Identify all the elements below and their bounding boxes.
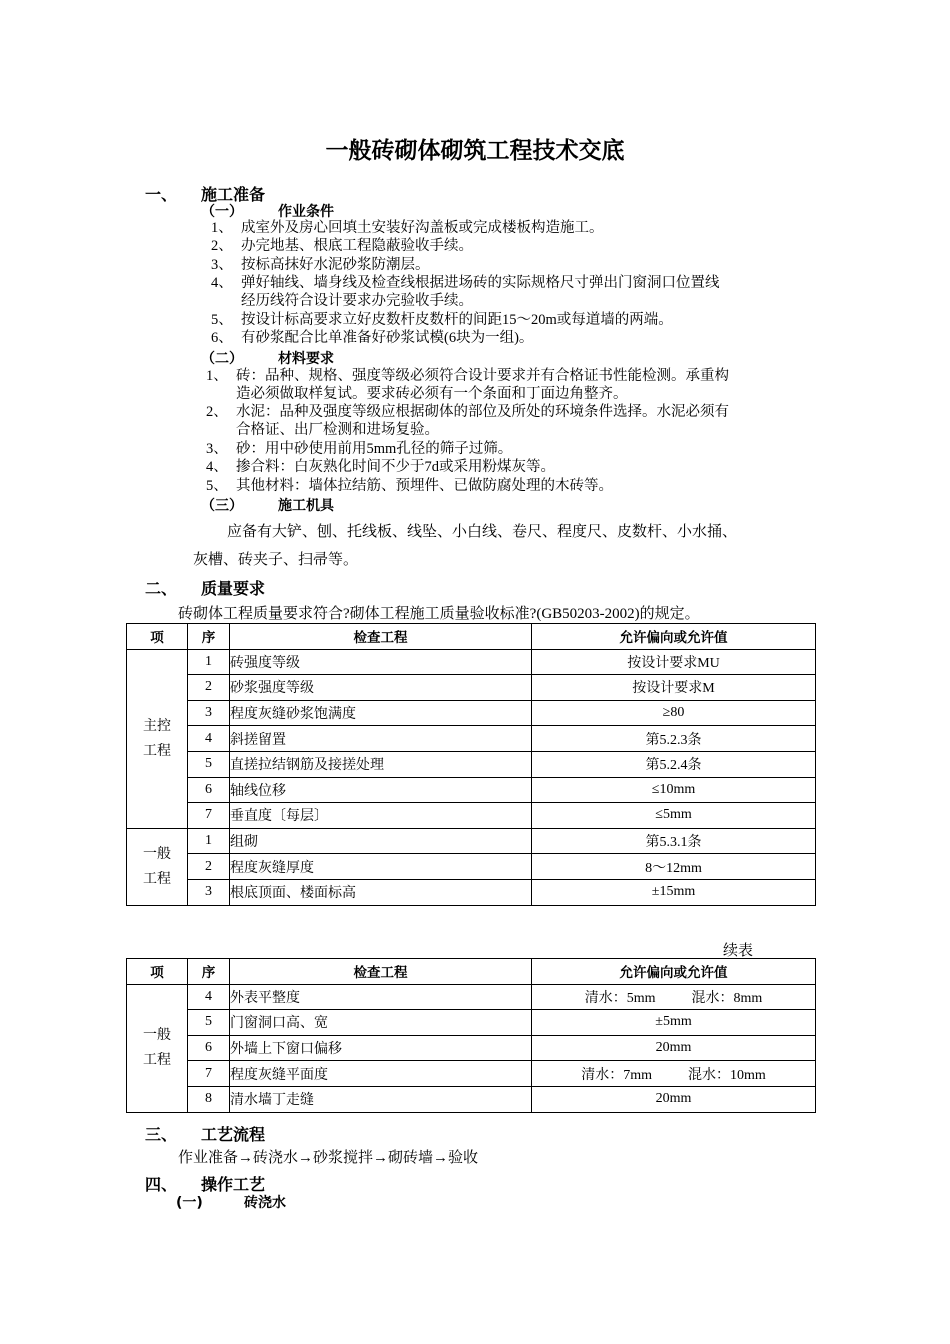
section-2-heading: 质量要求 bbox=[201, 579, 266, 598]
document-title: 一般砖砌体砌筑工程技术交底 bbox=[325, 138, 625, 164]
section-3-heading: 工艺流程 bbox=[201, 1125, 266, 1144]
table-row bbox=[127, 777, 816, 803]
row-seq: 7 bbox=[188, 1061, 230, 1087]
table-row bbox=[127, 879, 816, 905]
row-seq: 2 bbox=[188, 675, 230, 701]
work-item bbox=[211, 256, 430, 274]
continued-label: 续表 bbox=[723, 943, 754, 959]
subsection-1-1-heading: 作业条件 bbox=[278, 204, 334, 220]
header-category: 项 bbox=[127, 624, 188, 650]
header-check-item: 检查工程 bbox=[230, 959, 532, 985]
item-number: 2、 bbox=[211, 238, 233, 254]
row-value: 第5.3.1条 bbox=[532, 828, 816, 854]
section-4-number: 四、 bbox=[145, 1175, 178, 1194]
row-value: 第5.2.4条 bbox=[532, 751, 816, 777]
row-item: 程度灰缝砂浆饱满度 bbox=[230, 700, 532, 726]
row-seq: 5 bbox=[188, 1010, 230, 1036]
row-seq: 6 bbox=[188, 777, 230, 803]
table-row bbox=[127, 854, 816, 880]
item-text: 有砂浆配合比单准备好砂浆试模(6块为一组)。 bbox=[241, 330, 534, 346]
tools-text-continued: 灰槽、砖夹子、扫帚等。 bbox=[193, 552, 359, 568]
material-item bbox=[206, 477, 613, 495]
row-seq: 7 bbox=[188, 803, 230, 829]
table-row bbox=[127, 751, 816, 777]
row-item: 程度灰缝平面度 bbox=[230, 1061, 532, 1087]
work-item bbox=[211, 237, 473, 255]
table-row bbox=[127, 1061, 816, 1087]
row-seq: 6 bbox=[188, 1035, 230, 1061]
item-text: 成室外及房心回填土安装好沟盖板或完成楼板构造施工。 bbox=[241, 220, 604, 236]
subsection-1-3-heading: 施工机具 bbox=[278, 498, 334, 514]
row-item: 组砌 bbox=[230, 828, 532, 854]
table-header-row bbox=[127, 959, 816, 985]
row-seq: 5 bbox=[188, 751, 230, 777]
row-seq: 3 bbox=[188, 879, 230, 905]
item-number: 3、 bbox=[206, 441, 228, 457]
table-row bbox=[127, 700, 816, 726]
row-item: 砖强度等级 bbox=[230, 649, 532, 675]
item-number: 4、 bbox=[206, 459, 228, 475]
section-1-heading: 施工准备 bbox=[201, 185, 266, 204]
row-seq: 8 bbox=[188, 1086, 230, 1112]
section-1-number: 一、 bbox=[145, 185, 178, 204]
item-number: 1、 bbox=[206, 368, 228, 384]
row-value: 按设计要求M bbox=[532, 675, 816, 701]
work-item bbox=[211, 329, 533, 347]
item-text: 弹好轴线、墙身线及检查线根据进场砖的实际规格尺寸弹出门窗洞口位置线 bbox=[241, 275, 720, 291]
value-mixed-water: 混水：8mm bbox=[691, 990, 763, 1006]
subsection-4-1-heading: 砖浇水 bbox=[244, 1195, 286, 1211]
row-value: 20mm bbox=[532, 1086, 816, 1112]
row-value: 20mm bbox=[532, 1035, 816, 1061]
row-seq: 2 bbox=[188, 854, 230, 880]
row-value bbox=[532, 1061, 816, 1087]
item-text: 掺合料：白灰熟化时间不少于7d或采用粉煤灰等。 bbox=[236, 459, 555, 475]
row-item: 直搓拉结钢筋及接搓处理 bbox=[230, 751, 532, 777]
item-number: 2、 bbox=[206, 404, 228, 420]
subsection-1-2-number: （二） bbox=[201, 351, 243, 367]
item-text-continued: 造必须做取样复试。要求砖必须有一个条面和丁面边角整齐。 bbox=[236, 386, 628, 402]
header-seq: 序 bbox=[188, 624, 230, 650]
group-general: 一般 工程 bbox=[127, 828, 188, 905]
row-value: 按设计要求MU bbox=[532, 649, 816, 675]
item-text: 砖：品种、规格、强度等级必须符合设计要求并有合格证书性能检测。承重构 bbox=[236, 368, 729, 384]
row-value: ±5mm bbox=[532, 1010, 816, 1036]
material-item bbox=[206, 403, 729, 421]
row-value: ±15mm bbox=[532, 879, 816, 905]
section-4-heading: 操作工艺 bbox=[201, 1175, 266, 1194]
item-number: 5、 bbox=[211, 312, 233, 328]
item-text-continued: 经历线符合设计要求办完验收手续。 bbox=[241, 293, 473, 309]
group-main-control: 主控 工程 bbox=[127, 649, 188, 828]
section-2-number: 二、 bbox=[145, 579, 178, 598]
row-seq: 4 bbox=[188, 984, 230, 1010]
row-item: 斜搓留置 bbox=[230, 726, 532, 752]
row-item: 门窗洞口高、宽 bbox=[230, 1010, 532, 1036]
quality-table bbox=[126, 623, 816, 906]
table-row bbox=[127, 726, 816, 752]
table-row bbox=[127, 675, 816, 701]
header-category: 项 bbox=[127, 959, 188, 985]
subsection-1-3-number: （三） bbox=[201, 498, 243, 514]
row-seq: 1 bbox=[188, 828, 230, 854]
value-clear-water: 清水：7mm bbox=[581, 1067, 652, 1083]
row-item: 程度灰缝厚度 bbox=[230, 854, 532, 880]
header-tolerance: 允许偏向或允许值 bbox=[532, 624, 816, 650]
value-clear-water: 清水：5mm bbox=[584, 990, 656, 1006]
table-row bbox=[127, 803, 816, 829]
row-value: 8～12mm bbox=[532, 854, 816, 880]
process-flow: 作业准备→砖浇水→砂浆搅拌→砌砖墙→验收 bbox=[178, 1150, 479, 1166]
item-text: 办完地基、根底工程隐蔽验收手续。 bbox=[241, 238, 473, 254]
row-item: 轴线位移 bbox=[230, 777, 532, 803]
row-seq: 4 bbox=[188, 726, 230, 752]
work-item bbox=[211, 219, 604, 237]
header-tolerance: 允许偏向或允许值 bbox=[532, 959, 816, 985]
table-row bbox=[127, 649, 816, 675]
table-row bbox=[127, 1086, 816, 1112]
row-item: 砂浆强度等级 bbox=[230, 675, 532, 701]
material-item bbox=[206, 458, 555, 476]
table-row bbox=[127, 1035, 816, 1061]
work-item bbox=[211, 311, 673, 329]
quality-intro: 砖砌体工程质量要求符合?砌体工程施工质量验收标准?(GB50203-2002)的规定。 bbox=[178, 606, 700, 622]
tools-text: 应备有大铲、刨、托线板、线坠、小白线、卷尺、程度尺、皮数杆、小水捅、 bbox=[227, 524, 738, 540]
item-number: 4、 bbox=[211, 275, 233, 291]
material-item bbox=[206, 367, 729, 385]
row-item: 清水墙丁走缝 bbox=[230, 1086, 532, 1112]
item-number: 6、 bbox=[211, 330, 233, 346]
material-item bbox=[206, 440, 512, 458]
row-value: ≤5mm bbox=[532, 803, 816, 829]
work-item bbox=[211, 274, 720, 292]
row-value: ≤10mm bbox=[532, 777, 816, 803]
subsection-4-1-number: (一) bbox=[176, 1195, 203, 1211]
row-seq: 3 bbox=[188, 700, 230, 726]
header-check-item: 检查工程 bbox=[230, 624, 532, 650]
subsection-1-2-heading: 材料要求 bbox=[278, 351, 334, 367]
row-item: 外墙上下窗口偏移 bbox=[230, 1035, 532, 1061]
item-text: 按标高抹好水泥砂浆防潮层。 bbox=[241, 257, 430, 273]
table-row bbox=[127, 1010, 816, 1036]
item-number: 1、 bbox=[211, 220, 233, 236]
value-mixed-water: 混水：10mm bbox=[688, 1067, 766, 1083]
row-item: 外表平整度 bbox=[230, 984, 532, 1010]
item-number: 5、 bbox=[206, 478, 228, 494]
table-header-row bbox=[127, 624, 816, 650]
row-value: ≥80 bbox=[532, 700, 816, 726]
section-3-number: 三、 bbox=[145, 1125, 178, 1144]
row-item: 垂直度〔每层〕 bbox=[230, 803, 532, 829]
row-item: 根底顶面、楼面标高 bbox=[230, 879, 532, 905]
item-number: 3、 bbox=[211, 257, 233, 273]
header-seq: 序 bbox=[188, 959, 230, 985]
table-row bbox=[127, 828, 816, 854]
subsection-1-1-number: （一） bbox=[201, 204, 243, 220]
item-text: 按设计标高要求立好皮数杆皮数杆的间距15～20m或每道墙的两端。 bbox=[241, 312, 673, 328]
item-text: 水泥：品种及强度等级应根据砌体的部位及所处的环境条件选择。水泥必须有 bbox=[236, 404, 729, 420]
item-text: 砂：用中砂使用前用5mm孔径的筛子过筛。 bbox=[236, 441, 513, 457]
item-text-continued: 合格证、出厂检测和进场复验。 bbox=[236, 422, 439, 438]
row-seq: 1 bbox=[188, 649, 230, 675]
item-text: 其他材料：墙体拉结筋、预埋件、已做防腐处理的木砖等。 bbox=[236, 478, 613, 494]
group-general: 一般 工程 bbox=[127, 984, 188, 1112]
table-row bbox=[127, 984, 816, 1010]
quality-table-continued bbox=[126, 958, 816, 1113]
row-value: 第5.2.3条 bbox=[532, 726, 816, 752]
row-value bbox=[532, 984, 816, 1010]
